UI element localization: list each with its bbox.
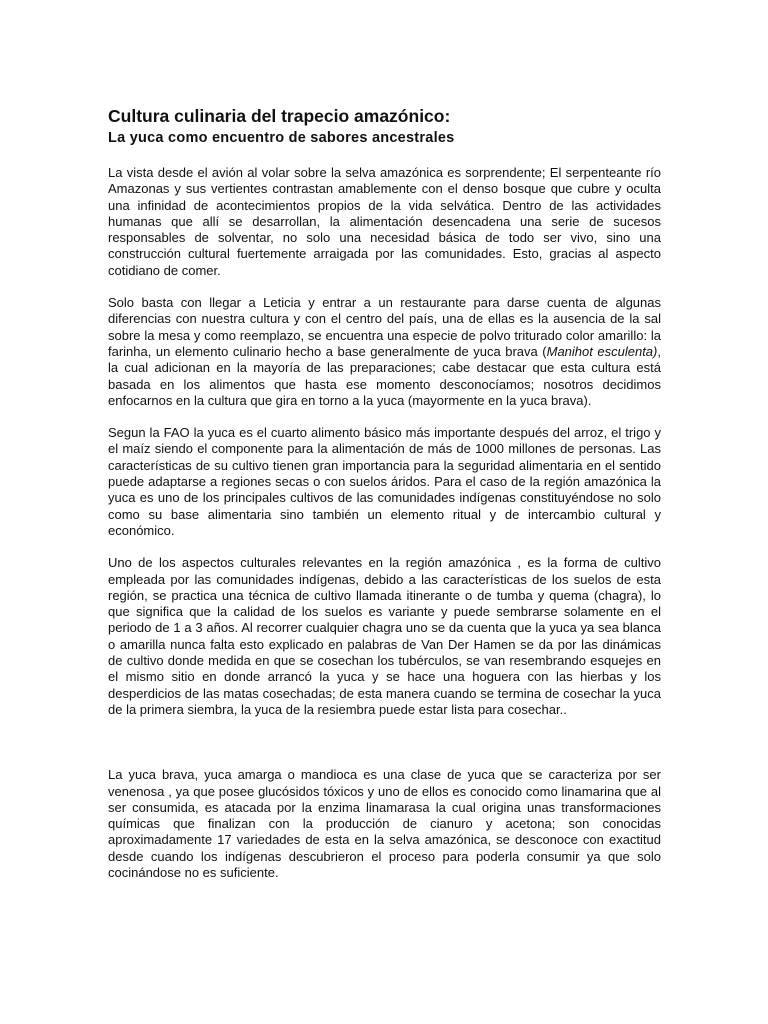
paragraph-leticia-text-start: Solo basta con llegar a Leticia y entrar a un restaurante para darse cuenta de algunas diferencias con nuestra cultura y con el centro del país, una de ellas es la ausencia de la sal sobre la mesa y como reemplazo, se encuentra una especie de polvo triturado color amarillo: la farinha, un elemento culinario hecho a base generalmente de yuca brava ( (108, 295, 661, 359)
document-page (108, 106, 661, 881)
paragraph-yuca-brava: La yuca brava, yuca amarga o mandioca es una clase de yuca que se caracteriza por ser venenosa , ya que posee glucósidos tóxicos y uno de ellos es conocido como linamarina que al ser consumida, es atacada por la enzima linamarasa la cual origina unas transformaciones químicas que finalizan con la producción de cianuro y acetona; son conocidas aproximadamente 17 variedades de esta en la selva amazónica, se desconoce con exactitud desde cuando los indígenas descubrieron el proceso para poderla consumir ya que solo cocinándose no es suficiente. (108, 767, 661, 880)
paragraph-intro: La vista desde el avión al volar sobre la selva amazónica es sorprendente; El serpenteante río Amazonas y sus vertientes contrastan amablemente con el denso bosque que cubre y oculta una infinidad de acontecimientos propios de la vida selvática. Dentro de las actividades humanas que allí se desarrollan, la alimentación desencadena una serie de sucesos responsables de solventar, no solo una necesidad básica de todo ser vivo, sino una construcción cultural fuertemente arraigada por las comunidades. Esto, gracias al aspecto cotidiano de comer. (108, 165, 661, 278)
paragraph-leticia-text-end: , la cual adicionan en la mayoría de las preparaciones; cabe destacar que esta cultura está basada en los alimentos que hasta ese momento desconocíamos; nosotros decidimos enfocarnos en la cultura que gira en torno a la yuca (mayormente en la yuca brava). (108, 343, 661, 408)
paragraph-fao: Segun la FAO la yuca es el cuarto alimento básico más importante después del arroz, el trigo y el maíz siendo el componente para la alimentación de más de 1000 millones de personas. Las características de su cultivo tienen gran importancia para la seguridad alimentaria en el sentido puede adaptarse a regiones secas o con suelos áridos. Para el caso de la región amazónica la yuca es uno de los principales cultivos de las comunidades indígenas constituyéndose no solo como su base alimentaria sino también un elemento ritual y de intercambio cultural y económico. (108, 425, 661, 538)
paragraph-leticia (108, 295, 661, 409)
scientific-name: Manihot esculenta) (546, 343, 658, 359)
paragraph-cultivation: Uno de los aspectos culturales relevantes en la región amazónica , es la forma de cultivo empleada por las comunidades indígenas, debido a las características de los suelos de esta región, se practica una técnica de cultivo llamada itinerante o de tumba y quema (chagra), lo que significa que la calidad de los suelos es variante y puede sembrarse solamente en el periodo de 1 a 3 años. Al recorrer cualquier chagra uno se da cuenta que la yuca ya sea blanca o amarilla nunca falta esto explicado en palabras de Van Der Hamen se da por las dinámicas de cultivo donde medida en que se cosechan los tubérculos, se van resembrando esquejes en el mismo sitio en donde arrancó la yuca y se hace una hoguera con las hierbas y los desperdicios de las matas cosechadas; de esta manera cuando se termina de cosechar la yuca de la primera siembra, la yuca de la resiembra puede estar lista para cosechar.. (108, 555, 661, 717)
document-subtitle: La yuca como encuentro de sabores ancestrales (108, 130, 455, 146)
document-title: Cultura culinaria del trapecio amazónico: (108, 106, 451, 126)
